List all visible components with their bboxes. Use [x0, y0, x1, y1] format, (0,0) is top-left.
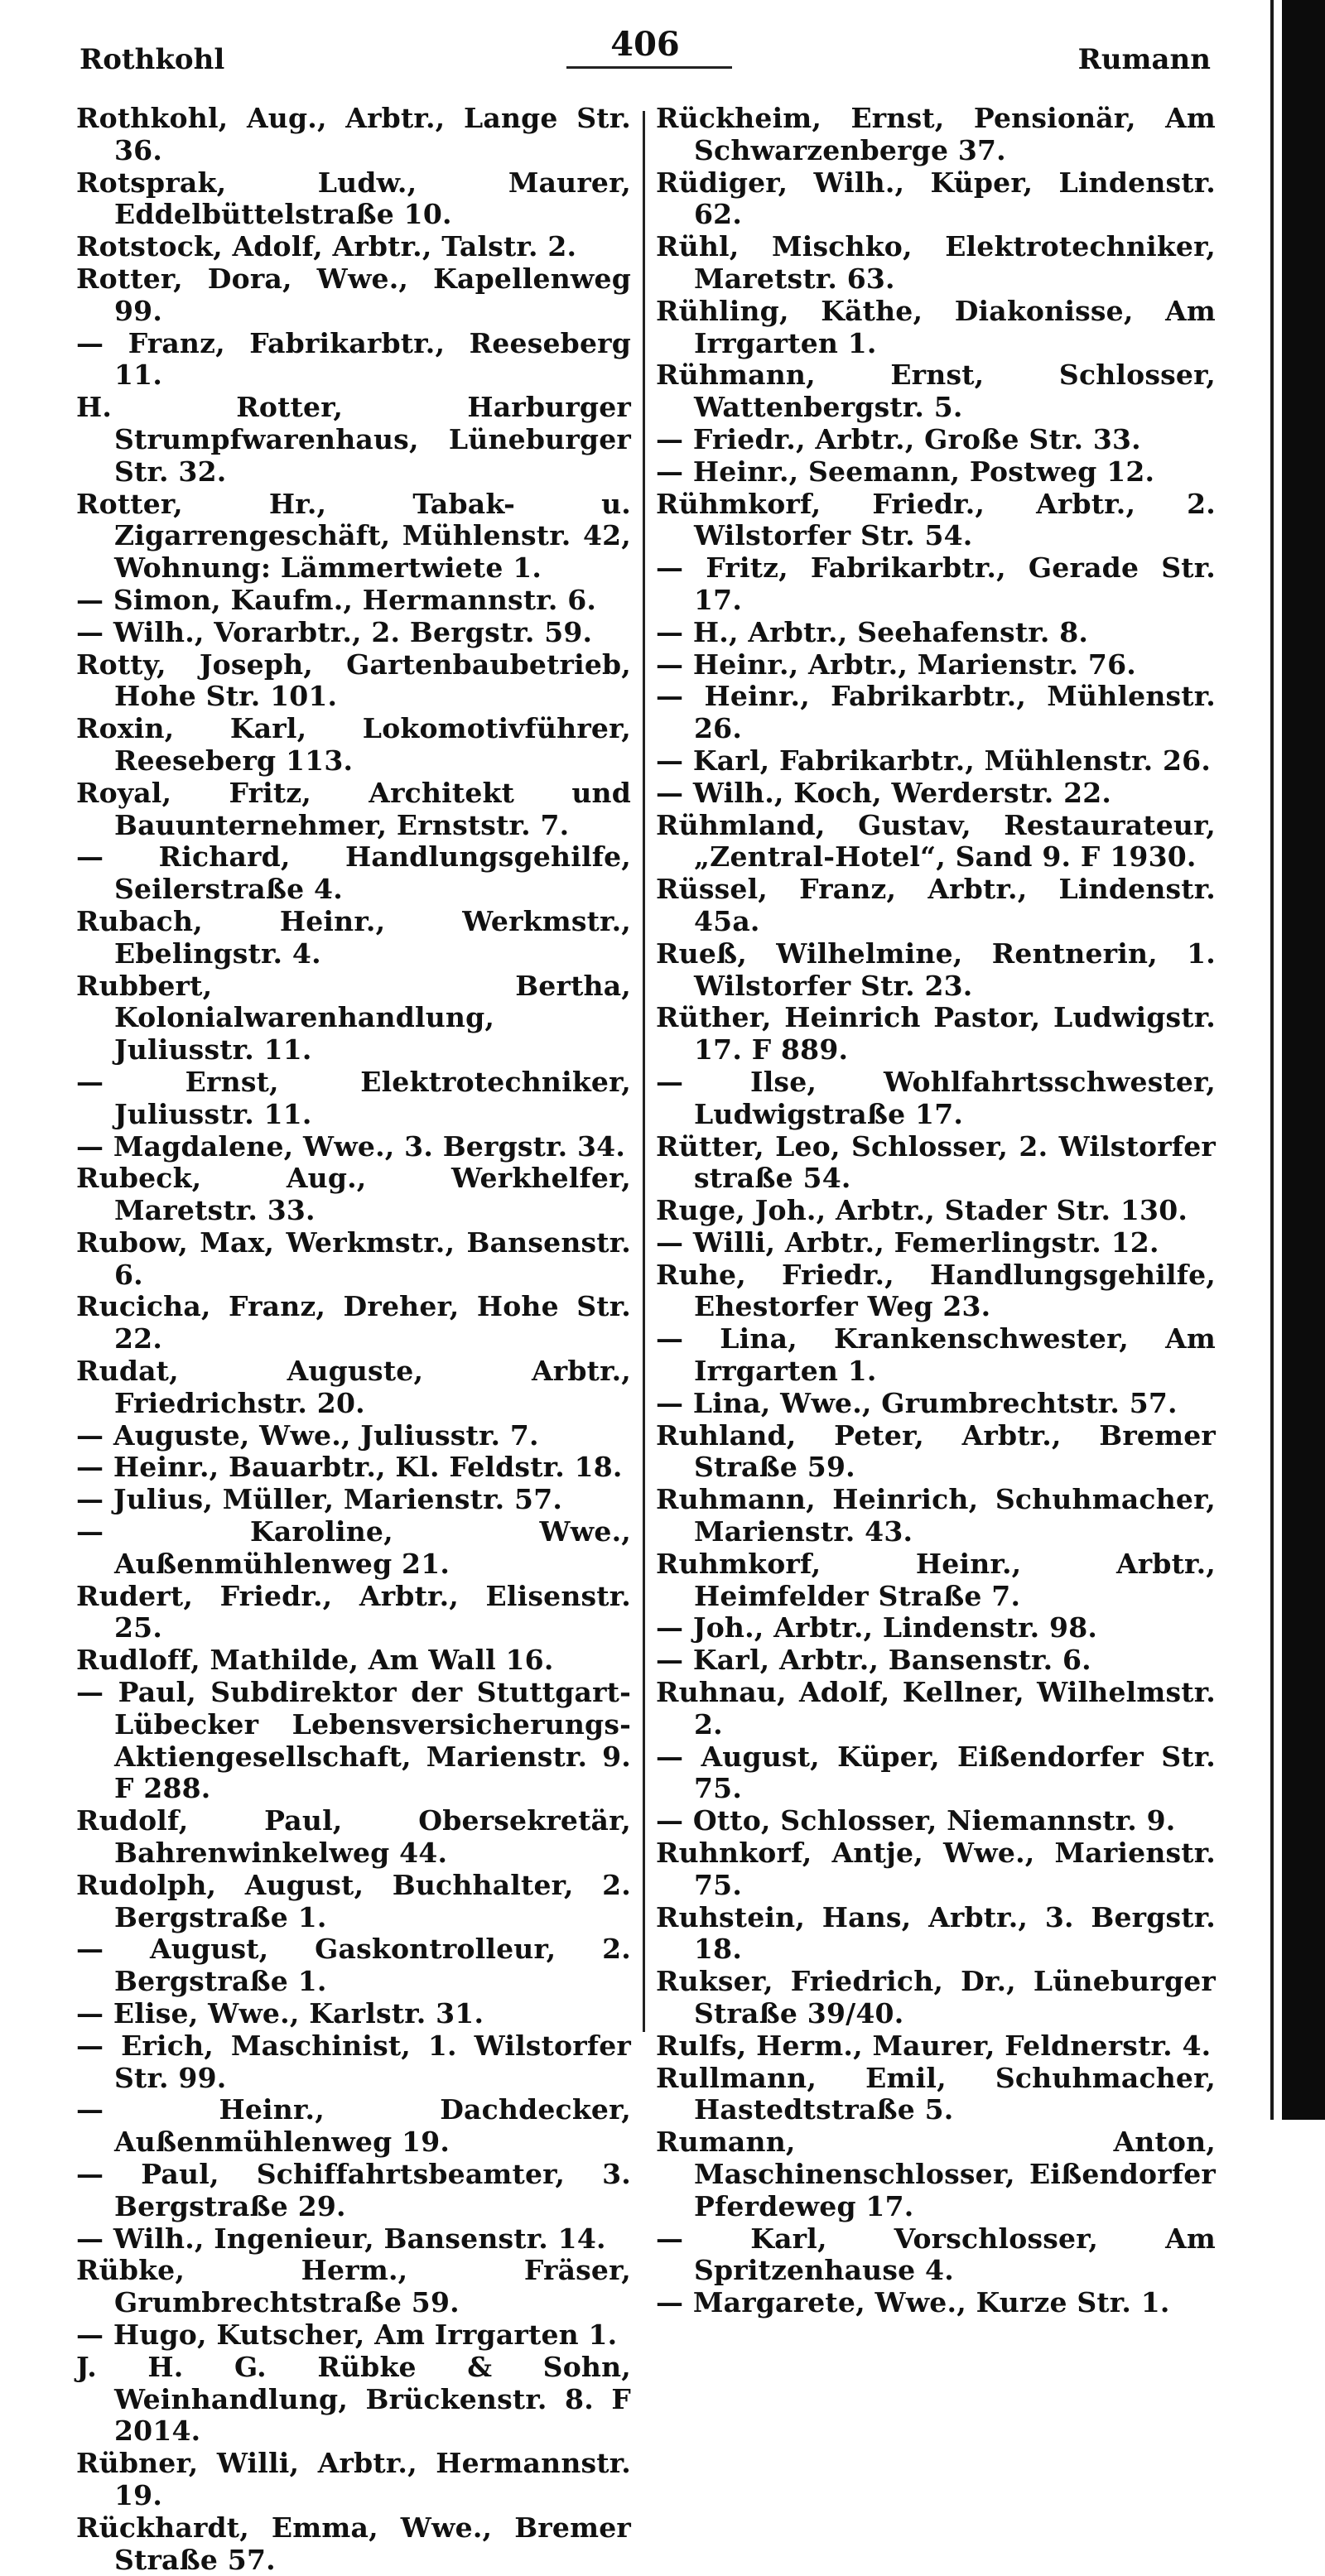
- directory-entry: — Karl, Fabrikarbtr., Mühlenstr. 26.: [656, 744, 1212, 777]
- directory-entry: Rudloff, Mathilde, Am Wall 16.: [76, 1644, 554, 1677]
- directory-entry: — Ernst, Elektrotechniker, Juliusstr. 11.: [76, 1065, 631, 1130]
- directory-entry: — Otto, Schlosser, Niemannstr. 9.: [656, 1804, 1176, 1837]
- directory-entry: — August, Küper, Eißendorfer Str. 75.: [656, 1740, 1216, 1805]
- directory-entry: — Karoline, Wwe., Außenmühlenweg 21.: [76, 1515, 631, 1580]
- directory-entry: — Karl, Arbtr., Bansenstr. 6.: [656, 1644, 1091, 1677]
- directory-entry: Rotstock, Adolf, Arbtr., Talstr. 2.: [76, 230, 577, 263]
- directory-entry: Rückheim, Ernst, Pensionär, Am Schwarzenberge 37.: [656, 102, 1216, 166]
- running-head-right: Rumann: [1077, 43, 1211, 76]
- directory-entry: Rüther, Heinrich Pastor, Ludwigstr. 17. F 889.: [656, 1001, 1216, 1067]
- directory-entry: Rueß, Wilhelmine, Rentnerin, 1. Wilstorfer Str. 23.: [656, 937, 1216, 1002]
- page-header: [80, 25, 1211, 75]
- directory-entry: Rubach, Heinr., Werkmstr., Ebelingstr. 4.: [76, 904, 631, 970]
- directory-entry: Ruhmkorf, Heinr., Arbtr., Heimfelder Straße 7.: [656, 1547, 1216, 1612]
- directory-entry: — Lina, Krankenschwester, Am Irrgarten 1.: [656, 1322, 1216, 1388]
- directory-entry: Ruhe, Friedr., Handlungsgehilfe, Ehestorfer Weg 23.: [656, 1258, 1216, 1323]
- directory-entry: — Joh., Arbtr., Lindenstr. 98.: [656, 1611, 1098, 1644]
- directory-entry: — Erich, Maschinist, 1. Wilstorfer Str. 99.: [76, 2029, 631, 2094]
- directory-entry: — Magdalene, Wwe., 3. Bergstr. 34.: [76, 1129, 626, 1163]
- directory-entry: Ruhnkorf, Antje, Wwe., Marienstr. 75.: [656, 1837, 1216, 1901]
- directory-entry: Rubeck, Aug., Werkhelfer, Maretstr. 33.: [76, 1162, 631, 1227]
- directory-entry: Rüssel, Franz, Arbtr., Lindenstr. 45a.: [656, 873, 1216, 937]
- directory-entry: Rübner, Willi, Arbtr., Hermannstr. 19.: [76, 2447, 631, 2511]
- left-column: [76, 103, 631, 2576]
- directory-entry: — Wilh., Ingenieur, Bansenstr. 14.: [76, 2222, 606, 2255]
- directory-entry: — Paul, Schiffahrtsbeamter, 3. Bergstraße 29.: [76, 2158, 631, 2222]
- directory-entry: Rotter, Dora, Wwe., Kapellenweg 99.: [76, 262, 631, 327]
- directory-entry: — Heinr., Seemann, Postweg 12.: [656, 455, 1155, 488]
- directory-entry: — Simon, Kaufm., Hermannstr. 6.: [76, 583, 597, 616]
- directory-entry: — Wilh., Vorarbtr., 2. Bergstr. 59.: [76, 615, 593, 648]
- directory-entry: Ruge, Joh., Arbtr., Stader Str. 130.: [656, 1194, 1188, 1227]
- directory-entry: Royal, Fritz, Architekt und Bauunternehmer, Ernststr. 7.: [76, 776, 631, 841]
- directory-entry: Rucicha, Franz, Dreher, Hohe Str. 22.: [76, 1290, 631, 1355]
- directory-entry: — Willi, Arbtr., Femerlingstr. 12.: [656, 1225, 1159, 1259]
- directory-entry: H. Rotter, Harburger Strumpfwarenhaus, Lüneburger Str. 32.: [76, 391, 631, 488]
- directory-entry: — Auguste, Wwe., Juliusstr. 7.: [76, 1418, 539, 1452]
- directory-entry: Rubbert, Bertha, Kolonialwarenhandlung, Juliusstr. 11.: [76, 969, 631, 1067]
- running-head-left: Rothkohl: [80, 43, 225, 76]
- directory-entry: Rückhardt, Emma, Wwe., Bremer Straße 57.: [76, 2511, 631, 2576]
- directory-entry: Rühmkorf, Friedr., Arbtr., 2. Wilstorfer Str. 54.: [656, 487, 1216, 552]
- directory-entry: Rudert, Friedr., Arbtr., Elisenstr. 25.: [76, 1579, 631, 1644]
- directory-entry: Rulfs, Herm., Maurer, Feldnerstr. 4.: [656, 2029, 1212, 2062]
- directory-entry: — Franz, Fabrikarbtr., Reeseberg 11.: [76, 326, 631, 392]
- directory-entry: Ruhnau, Adolf, Kellner, Wilhelmstr. 2.: [656, 1676, 1216, 1741]
- directory-entry: Rothkohl, Aug., Arbtr., Lange Str. 36.: [76, 102, 631, 166]
- directory-entry: Rüdiger, Wilh., Küper, Lindenstr. 62.: [656, 166, 1216, 231]
- directory-entry: — Heinr., Fabrikarbtr., Mühlenstr. 26.: [656, 680, 1216, 745]
- directory-entry: Rühling, Käthe, Diakonisse, Am Irrgarten 1.: [656, 294, 1216, 359]
- directory-entry: — H., Arbtr., Seehafenstr. 8.: [656, 615, 1089, 648]
- directory-entry: Rühl, Mischko, Elektrotechniker, Maretstr. 63.: [656, 230, 1216, 295]
- directory-entry: Rütter, Leo, Schlosser, 2. Wilstorfer straße 54.: [656, 1129, 1216, 1195]
- directory-entry: Rühmland, Gustav, Restaurateur, „Zentral-Hotel“, Sand 9. F 1930.: [656, 808, 1216, 874]
- directory-entry: J. H. G. Rübke & Sohn, Weinhandlung, Brückenstr. 8. F 2014.: [76, 2350, 631, 2448]
- page-edge-shadow: [1282, 0, 1325, 2120]
- directory-entry: Ruhstein, Hans, Arbtr., 3. Bergstr. 18.: [656, 1900, 1216, 1966]
- directory-entry: — Richard, Handlungsgehilfe, Seilerstraße 4.: [76, 840, 631, 906]
- directory-entry: — Karl, Vorschlosser, Am Spritzenhause 4.: [656, 2222, 1216, 2287]
- directory-columns: [76, 102, 1216, 2576]
- directory-entry: Rumann, Anton, Maschinenschlosser, Eißendorfer Pferdeweg 17.: [656, 2126, 1216, 2222]
- directory-entry: — Paul, Subdirektor der Stuttgart-Lübecker Lebensversicherungs-Aktiengesellschaft, Marienstr. 9. F 288.: [76, 1676, 631, 1805]
- right-column: [656, 103, 1216, 2319]
- directory-entry: Ruhmann, Heinrich, Schuhmacher, Marienstr. 43.: [656, 1483, 1216, 1548]
- directory-entry: — Friedr., Arbtr., Große Str. 33.: [656, 422, 1141, 455]
- page-number: 406: [610, 25, 680, 64]
- directory-entry: Rühmann, Ernst, Schlosser, Wattenbergstr. 5.: [656, 359, 1216, 424]
- directory-entry: Rotter, Hr., Tabak- u. Zigarrengeschäft, Mühlenstr. 42, Wohnung: Lämmertwiete 1.: [76, 487, 631, 585]
- directory-entry: Ruhland, Peter, Arbtr., Bremer Straße 59.: [656, 1418, 1216, 1484]
- directory-entry: — Hugo, Kutscher, Am Irrgarten 1.: [76, 2318, 618, 2351]
- directory-entry: — Julius, Müller, Marienstr. 57.: [76, 1483, 563, 1516]
- directory-entry: — Heinr., Arbtr., Marienstr. 76.: [656, 648, 1136, 681]
- directory-entry: — August, Gaskontrolleur, 2. Bergstraße 1.: [76, 1933, 631, 1998]
- page-edge-rule: [1270, 0, 1274, 2120]
- directory-entry: — Margarete, Wwe., Kurze Str. 1.: [656, 2286, 1170, 2319]
- directory-entry: Rubow, Max, Werkmstr., Bansenstr. 6.: [76, 1225, 631, 1291]
- directory-entry: — Fritz, Fabrikarbtr., Gerade Str. 17.: [656, 551, 1216, 616]
- directory-entry: — Elise, Wwe., Karlstr. 31.: [76, 1997, 484, 2030]
- directory-entry: Rübke, Herm., Fräser, Grumbrechtstraße 59.: [76, 2254, 631, 2319]
- directory-entry: Rotsprak, Ludw., Maurer, Eddelbüttelstraße 10.: [76, 166, 631, 231]
- directory-entry: — Heinr., Dachdecker, Außenmühlenweg 19.: [76, 2093, 631, 2159]
- directory-entry: — Lina, Wwe., Grumbrechtstr. 57.: [656, 1386, 1178, 1419]
- directory-entry: Rudat, Auguste, Arbtr., Friedrichstr. 20.: [76, 1355, 631, 1419]
- column-divider: [643, 111, 645, 2032]
- directory-entry: Rullmann, Emil, Schuhmacher, Hastedtstraße 5.: [656, 2061, 1216, 2126]
- directory-entry: Rotty, Joseph, Gartenbaubetrieb, Hohe Str. 101.: [76, 648, 631, 713]
- directory-entry: Rudolf, Paul, Obersekretär, Bahrenwinkelweg 44.: [76, 1804, 631, 1870]
- directory-entry: — Ilse, Wohlfahrtsschwester, Ludwigstraße 17.: [656, 1065, 1216, 1130]
- directory-entry: — Wilh., Koch, Werderstr. 22.: [656, 776, 1112, 809]
- directory-entry: Roxin, Karl, Lokomotivführer, Reeseberg 113.: [76, 712, 631, 777]
- directory-entry: — Heinr., Bauarbtr., Kl. Feldstr. 18.: [76, 1451, 623, 1484]
- directory-entry: Rudolph, August, Buchhalter, 2. Bergstraße 1.: [76, 1868, 631, 1933]
- directory-entry: Rukser, Friedrich, Dr., Lüneburger Straße 39/40.: [656, 1965, 1216, 2030]
- page-number-underline: [566, 66, 732, 69]
